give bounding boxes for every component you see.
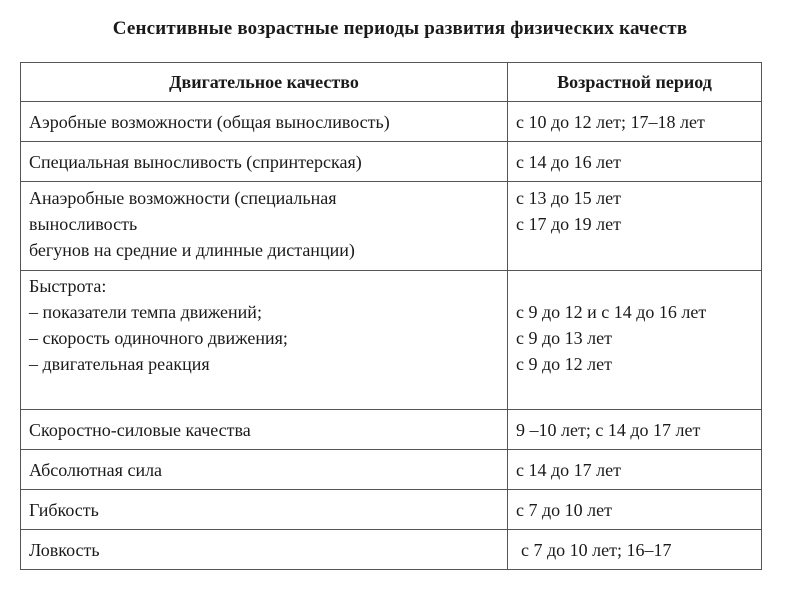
period-cell [508, 271, 762, 410]
period-text: с 7 до 10 лет [516, 499, 612, 520]
quality-text: – показатели темпа движений; [29, 302, 262, 322]
period-cell [508, 410, 762, 450]
period-cell [508, 142, 762, 182]
page-title: Сенситивные возрастные периоды развития физических качеств [112, 18, 688, 39]
period-text: с 10 до 12 лет; 17–18 лет [516, 111, 705, 132]
table-row [21, 271, 762, 410]
quality-text: Специальная выносливость (спринтерская) [29, 151, 362, 172]
period-text: 9 –10 лет; с 14 до 17 лет [516, 419, 701, 440]
quality-text: бегунов на средние и длинные дистанции) [29, 240, 355, 260]
period-cell [508, 102, 762, 142]
quality-cell [21, 530, 508, 570]
quality-text: Гибкость [29, 499, 99, 520]
quality-cell [21, 450, 508, 490]
quality-cell [21, 182, 508, 271]
period-text: с 13 до 15 лет [516, 188, 621, 208]
period-text: с 9 до 12 лет [516, 354, 612, 374]
quality-text: – двигательная реакция [29, 354, 210, 374]
quality-cell [21, 410, 508, 450]
quality-text: Аэробные возможности (общая выносливость) [29, 111, 390, 132]
quality-text: – скорость одиночного движения; [29, 328, 288, 348]
quality-text: Абсолютная сила [29, 459, 163, 480]
quality-text: Анаэробные возможности (специальная [29, 188, 337, 208]
period-text: с 14 до 16 лет [516, 151, 621, 172]
period-text: с 14 до 17 лет [516, 459, 621, 480]
period-text: с 9 до 12 и с 14 до 16 лет [516, 302, 707, 322]
quality-text: выносливость [29, 214, 138, 234]
quality-text: Ловкость [29, 539, 100, 560]
column-header-quality: Двигательное качество [21, 63, 508, 102]
column-header-period: Возрастной период [508, 63, 762, 102]
quality-text: Скоростно-силовые качества [29, 419, 251, 440]
quality-cell [21, 102, 508, 142]
table-row [21, 102, 762, 142]
table-row [21, 490, 762, 530]
quality-cell [21, 271, 508, 410]
sensitive-periods-table [20, 62, 762, 570]
table-row [21, 142, 762, 182]
period-text: с 9 до 13 лет [516, 328, 612, 348]
period-text: с 17 до 19 лет [516, 214, 621, 234]
quality-text: Быстрота: [29, 276, 107, 296]
table-row [21, 410, 762, 450]
table-row [21, 182, 762, 271]
period-cell [508, 450, 762, 490]
period-cell [508, 490, 762, 530]
period-text: с 7 до 10 лет; 16–17 [521, 539, 672, 560]
table-header-row [21, 63, 762, 102]
quality-cell [21, 490, 508, 530]
table-row [21, 530, 762, 570]
quality-cell [21, 142, 508, 182]
period-cell [508, 530, 762, 570]
period-cell [508, 182, 762, 271]
table-row [21, 450, 762, 490]
